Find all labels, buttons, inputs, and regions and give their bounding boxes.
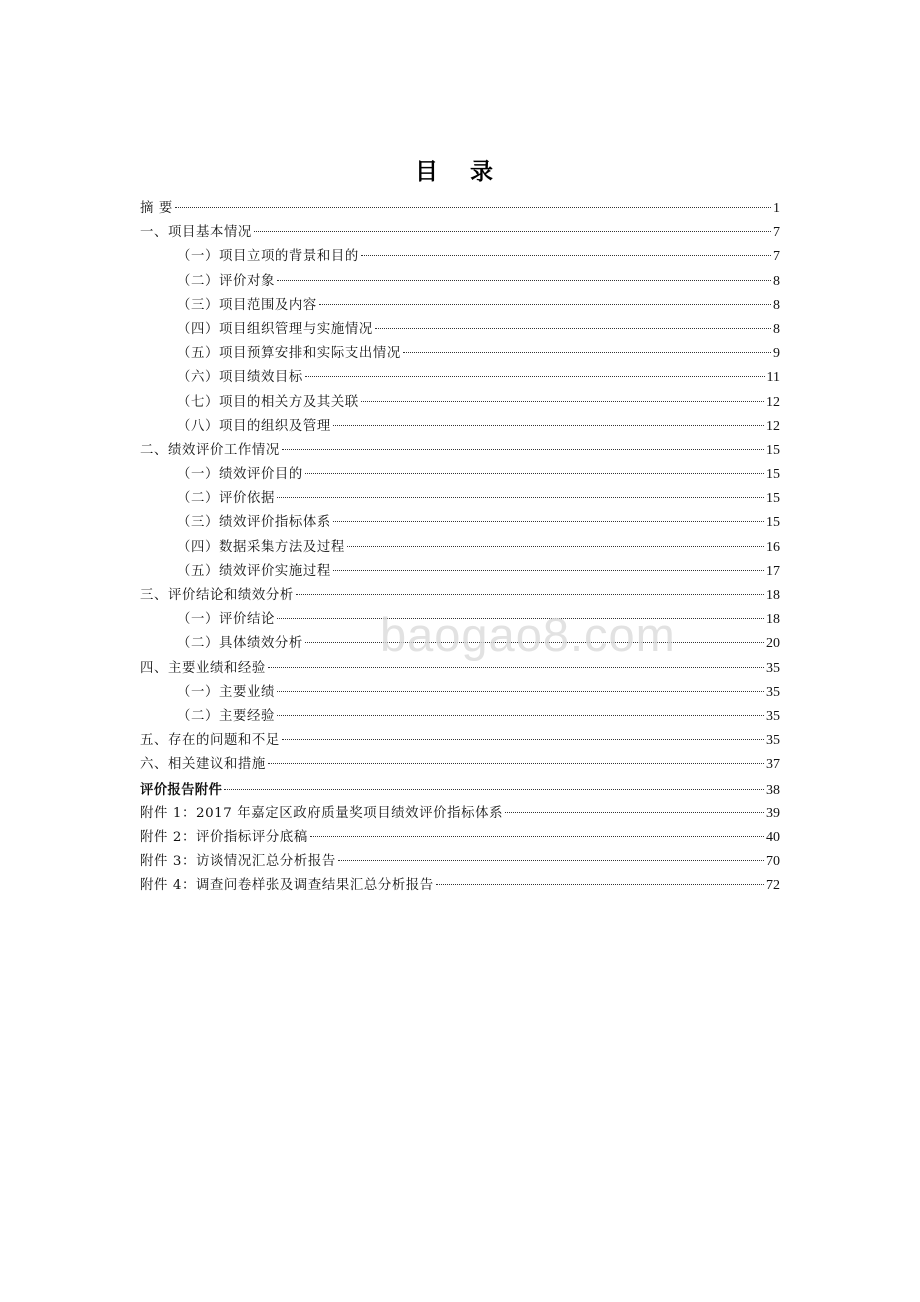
toc-entry[interactable] [140, 802, 780, 826]
toc-entry[interactable] [140, 439, 780, 463]
toc-entry-page-number: 8 [773, 321, 780, 337]
toc-entry-page-number: 15 [766, 442, 780, 458]
toc-entry-page-number: 8 [773, 297, 780, 313]
toc-entry[interactable] [140, 729, 780, 753]
toc-entry[interactable] [140, 705, 780, 729]
toc-entry-page-number: 12 [766, 394, 780, 410]
toc-entry[interactable] [140, 511, 780, 535]
toc-entry-label: （四）数据采集方法及过程 [177, 539, 345, 555]
toc-entry[interactable] [140, 270, 780, 294]
toc-entry-label: 评价报告附件 [140, 781, 223, 798]
table-of-contents [140, 197, 780, 898]
dot-leader [333, 570, 764, 571]
dot-leader [305, 642, 764, 643]
dot-leader [277, 280, 771, 281]
toc-entry-label: 六、相关建议和措施 [140, 757, 266, 773]
toc-entry-page-number: 15 [766, 515, 780, 531]
toc-entry-page-number: 18 [766, 588, 780, 603]
toc-entry-label: （五）绩效评价实施过程 [177, 563, 331, 579]
toc-entry[interactable] [140, 487, 780, 511]
toc-entry-page-number: 11 [766, 370, 780, 386]
toc-entry[interactable] [140, 221, 780, 245]
toc-entry[interactable] [140, 778, 780, 802]
dot-leader [277, 715, 764, 716]
toc-entry[interactable] [140, 536, 780, 560]
dot-leader [305, 376, 765, 377]
toc-entry-label: （三）绩效评价指标体系 [177, 515, 331, 531]
toc-title: 目 录 [414, 159, 505, 185]
toc-entry-label: 四、主要业绩和经验 [140, 660, 266, 676]
toc-entry-label: 附件 2：评价指标评分底稿 [140, 829, 308, 845]
toc-entry-label: （三）项目范围及内容 [177, 297, 317, 313]
toc-entry-page-number: 17 [766, 563, 780, 579]
toc-entry-label: 二、绩效评价工作情况 [140, 442, 280, 458]
toc-entry-label: （七）项目的相关方及其关联 [177, 394, 359, 410]
dot-leader [268, 667, 764, 668]
toc-entry[interactable] [140, 608, 780, 632]
toc-entry[interactable] [140, 245, 780, 269]
dot-leader [361, 401, 764, 402]
dot-leader [277, 691, 764, 692]
dot-leader [224, 789, 764, 790]
toc-entry[interactable] [140, 850, 780, 874]
toc-entry-label: （一）项目立项的背景和目的 [177, 249, 359, 265]
toc-entry-page-number: 37 [766, 757, 780, 773]
toc-entry[interactable] [140, 753, 780, 777]
toc-entry[interactable] [140, 294, 780, 318]
dot-leader [333, 521, 764, 522]
toc-entry-label: （六）项目绩效目标 [177, 370, 303, 386]
toc-entry-page-number: 15 [766, 467, 780, 483]
dot-leader [319, 304, 771, 305]
toc-entry-page-number: 35 [766, 733, 780, 749]
dot-leader [403, 352, 771, 353]
toc-entry-page-number: 20 [766, 636, 780, 652]
toc-entry[interactable] [140, 584, 780, 608]
toc-entry[interactable] [140, 415, 780, 439]
toc-entry-page-number: 15 [766, 491, 780, 507]
toc-entry-page-number: 70 [766, 854, 780, 870]
dot-leader [310, 836, 764, 837]
dot-leader [505, 812, 764, 813]
toc-entry-page-number: 8 [773, 273, 780, 289]
dot-leader [296, 594, 764, 595]
toc-entry-page-number: 18 [766, 612, 780, 628]
toc-entry-page-number: 72 [766, 878, 780, 894]
dot-leader [282, 449, 764, 450]
dot-leader [175, 207, 771, 208]
toc-entry-page-number: 1 [773, 201, 780, 216]
toc-entry-label: 一、项目基本情况 [140, 225, 252, 241]
toc-entry-label: 三、评价结论和绩效分析 [140, 588, 294, 603]
toc-entry[interactable] [140, 391, 780, 415]
toc-entry-label: 摘 要 [140, 201, 173, 216]
dot-leader [436, 884, 764, 885]
dot-leader [268, 763, 764, 764]
toc-entry-page-number: 7 [773, 249, 780, 265]
toc-entry-label: （五）项目预算安排和实际支出情况 [177, 346, 401, 362]
toc-entry-label: 五、存在的问题和不足 [140, 733, 280, 749]
toc-entry-label: （八）项目的组织及管理 [177, 418, 331, 434]
toc-entry-page-number: 9 [773, 346, 780, 362]
toc-entry-page-number: 16 [766, 539, 780, 555]
toc-entry[interactable] [140, 342, 780, 366]
toc-entry-label: （一）评价结论 [177, 612, 275, 628]
toc-entry-label: （二）主要经验 [177, 708, 275, 724]
toc-entry[interactable] [140, 874, 780, 898]
toc-entry-label: （二）评价对象 [177, 273, 275, 289]
dot-leader [338, 860, 764, 861]
toc-entry[interactable] [140, 560, 780, 584]
dot-leader [277, 497, 764, 498]
dot-leader [254, 231, 771, 232]
toc-entry[interactable] [140, 632, 780, 656]
dot-leader [333, 425, 764, 426]
toc-entry-page-number: 35 [766, 708, 780, 724]
dot-leader [305, 473, 764, 474]
toc-entry[interactable] [140, 318, 780, 342]
toc-entry[interactable] [140, 366, 780, 390]
toc-entry-label: （一）绩效评价目的 [177, 467, 303, 483]
toc-entry-label: 附件 4：调查问卷样张及调查结果汇总分析报告 [140, 878, 434, 894]
toc-entry[interactable] [140, 657, 780, 681]
dot-leader [347, 546, 764, 547]
toc-entry[interactable] [140, 463, 780, 487]
toc-entry-label: （一）主要业绩 [177, 684, 275, 700]
toc-entry-label: （二）评价依据 [177, 491, 275, 507]
toc-entry-page-number: 12 [766, 418, 780, 434]
toc-entry-page-number: 38 [766, 782, 780, 798]
toc-entry-page-number: 35 [766, 684, 780, 700]
toc-entry[interactable] [140, 197, 780, 221]
toc-entry[interactable] [140, 681, 780, 705]
dot-leader [277, 618, 764, 619]
toc-entry[interactable] [140, 826, 780, 850]
toc-entry-label: （四）项目组织管理与实施情况 [177, 321, 373, 337]
watermark: baogao8.com [380, 608, 676, 661]
dot-leader [361, 255, 771, 256]
toc-entry-label: （二）具体绩效分析 [177, 636, 303, 652]
toc-entry-page-number: 39 [766, 805, 780, 821]
toc-entry-label: 附件 1：2017 年嘉定区政府质量奖项目绩效评价指标体系 [140, 805, 504, 821]
toc-entry-label: 附件 3：访谈情况汇总分析报告 [140, 854, 336, 870]
toc-entry-page-number: 40 [766, 829, 780, 845]
dot-leader [375, 328, 771, 329]
toc-entry-page-number: 7 [773, 225, 780, 241]
dot-leader [282, 739, 764, 740]
toc-entry-page-number: 35 [766, 660, 780, 676]
